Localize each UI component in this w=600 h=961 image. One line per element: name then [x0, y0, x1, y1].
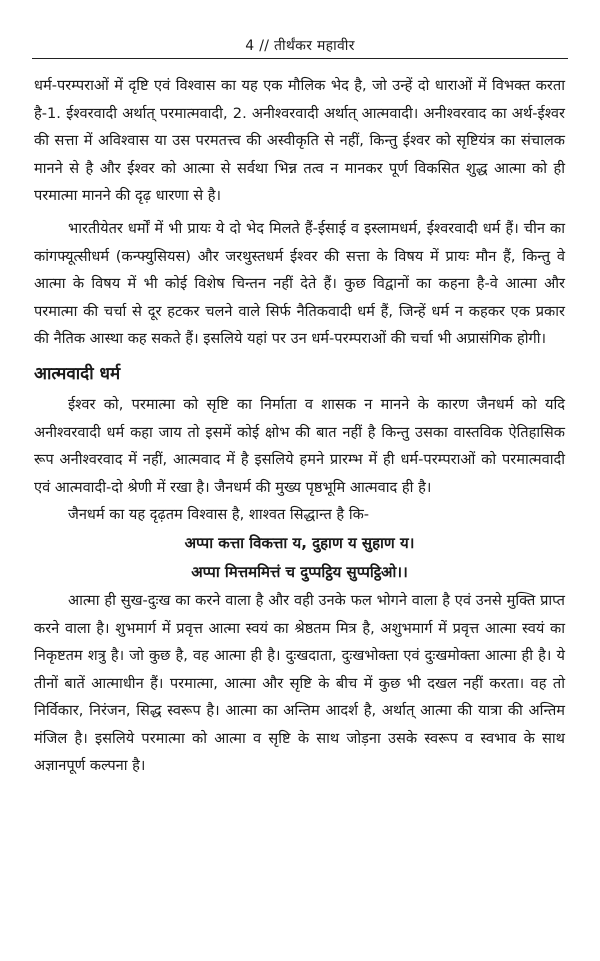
- paragraph-1: धर्म-परम्पराओं में दृष्टि एवं विश्वास का यह एक मौलिक भेद है, जो उन्हें दो धाराओं में विभक्त करता है-1. ईश्वरवादी अर्थात् परमात्मवादी, 2. अनीश्वरवादी अर्थात् आत्मवादी। अनीश्वरवाद का अर्थ-ईश्वर की सत्ता में अविश्वास या उस परमतत्त्व की अस्वीकृति से नहीं, किन्तु ईश्वर को सृष्टियंत्र का संचालक मानने से है और ईश्वर को आत्मा से सर्वथा भिन्न तत्व न मानकर पूर्ण विकसित शुद्ध आत्मा को ही परमात्मा मानने की दृढ़ धारणा से है।: [34, 77, 565, 205]
- paragraph-2: भारतीयेतर धर्मों में भी प्रायः ये दो भेद मिलते हैं-ईसाई व इस्लामधर्म, ईश्वरवादी धर्म हैं। चीन का कांगफ्यूत्सीधर्म (कन्फ्युसियस) और जरथुस्तधर्म ईश्वर की सत्ता के विषय में प्रायः मौन हैं, किन्तु वे आत्मा के विषय में भी कोई विशेष चिन्तन नहीं देते हैं। कुछ विद्वानों का कहना है-वे आत्मा और परमात्मा की चर्चा से दूर हटकर चलने वाले सिर्फ नैतिकवादी धर्म हैं, जिन्हें धर्म न कहकर एक प्रकार की नैतिक आस्था कह सकते हैं। इसलिये यहां पर उन धर्म-परम्पराओं की चर्चा भी अप्रासंगिक होगी।: [34, 219, 565, 348]
- verse-line-1: अप्पा कत्ता विकत्ता य, दुहाण य सुहाण य।: [184, 533, 415, 552]
- paragraph-3: ईश्वर को, परमात्मा को सृष्टि का निर्माता व शासक न मानने के कारण जैनधर्म को यदि अनीश्वरवादी धर्म कहा जाय तो इसमें कोई क्षोभ की बात नहीं है किन्तु उसका वास्तविक ऐतिहासिक रूप अनीश्वरवाद में नहीं, आत्मवाद में है इसलिये हमने प्रारम्भ में ही धर्म-परम्पराओं को परमात्मवादी एवं आत्मवादी-दो श्रेणी में रखा है। जैनधर्म की मुख्य पृष्ठभूमि आत्मवाद ही है।: [34, 395, 565, 496]
- paragraph-4: जैनधर्म का यह दृढ़तम विश्वास है, शाश्वत सिद्धान्त है कि-: [68, 506, 370, 524]
- section-heading: आत्मवादी धर्म: [34, 363, 121, 384]
- page-body: [34, 72, 565, 780]
- running-header: 4 // तीर्थंकर महावीर: [245, 38, 355, 54]
- paragraph-5: आत्मा ही सुख-दुःख का करने वाला है और वही उनके फल भोगने वाला है एवं उनसे मुक्ति प्राप्त करने वाला है। शुभमार्ग में प्रवृत्त आत्मा स्वयं का श्रेष्ठतम मित्र है, अशुभमार्ग में प्रवृत्त आत्मा स्वयं का निकृष्टतम शत्रु है। जो कुछ है, वह आत्मा ही है। दुःखदाता, दुःखभोक्ता एवं दुःखमोक्ता आत्मा ही है। ये तीनों बातें आत्माधीन हैं। परमात्मा, आत्मा और सृष्टि के बीच में कुछ भी दखल नहीं करता। वह तो निर्विकार, निरंजन, सिद्ध स्वरूप है। आत्मा का अन्तिम आदर्श है, अर्थात् आत्मा की यात्रा की अन्तिम मंजिल है। इसलिये परमात्मा को आत्मा व सृष्टि के साथ जोड़ना उसके स्वरूप व स्वभाव के साथ अज्ञानपूर्ण कल्पना है।: [34, 591, 565, 775]
- verse-line-2: अप्पा मित्तममित्तं च दुप्पट्ठिय सुप्पट्ठिओ।।: [191, 562, 408, 581]
- header-rule: [32, 58, 568, 59]
